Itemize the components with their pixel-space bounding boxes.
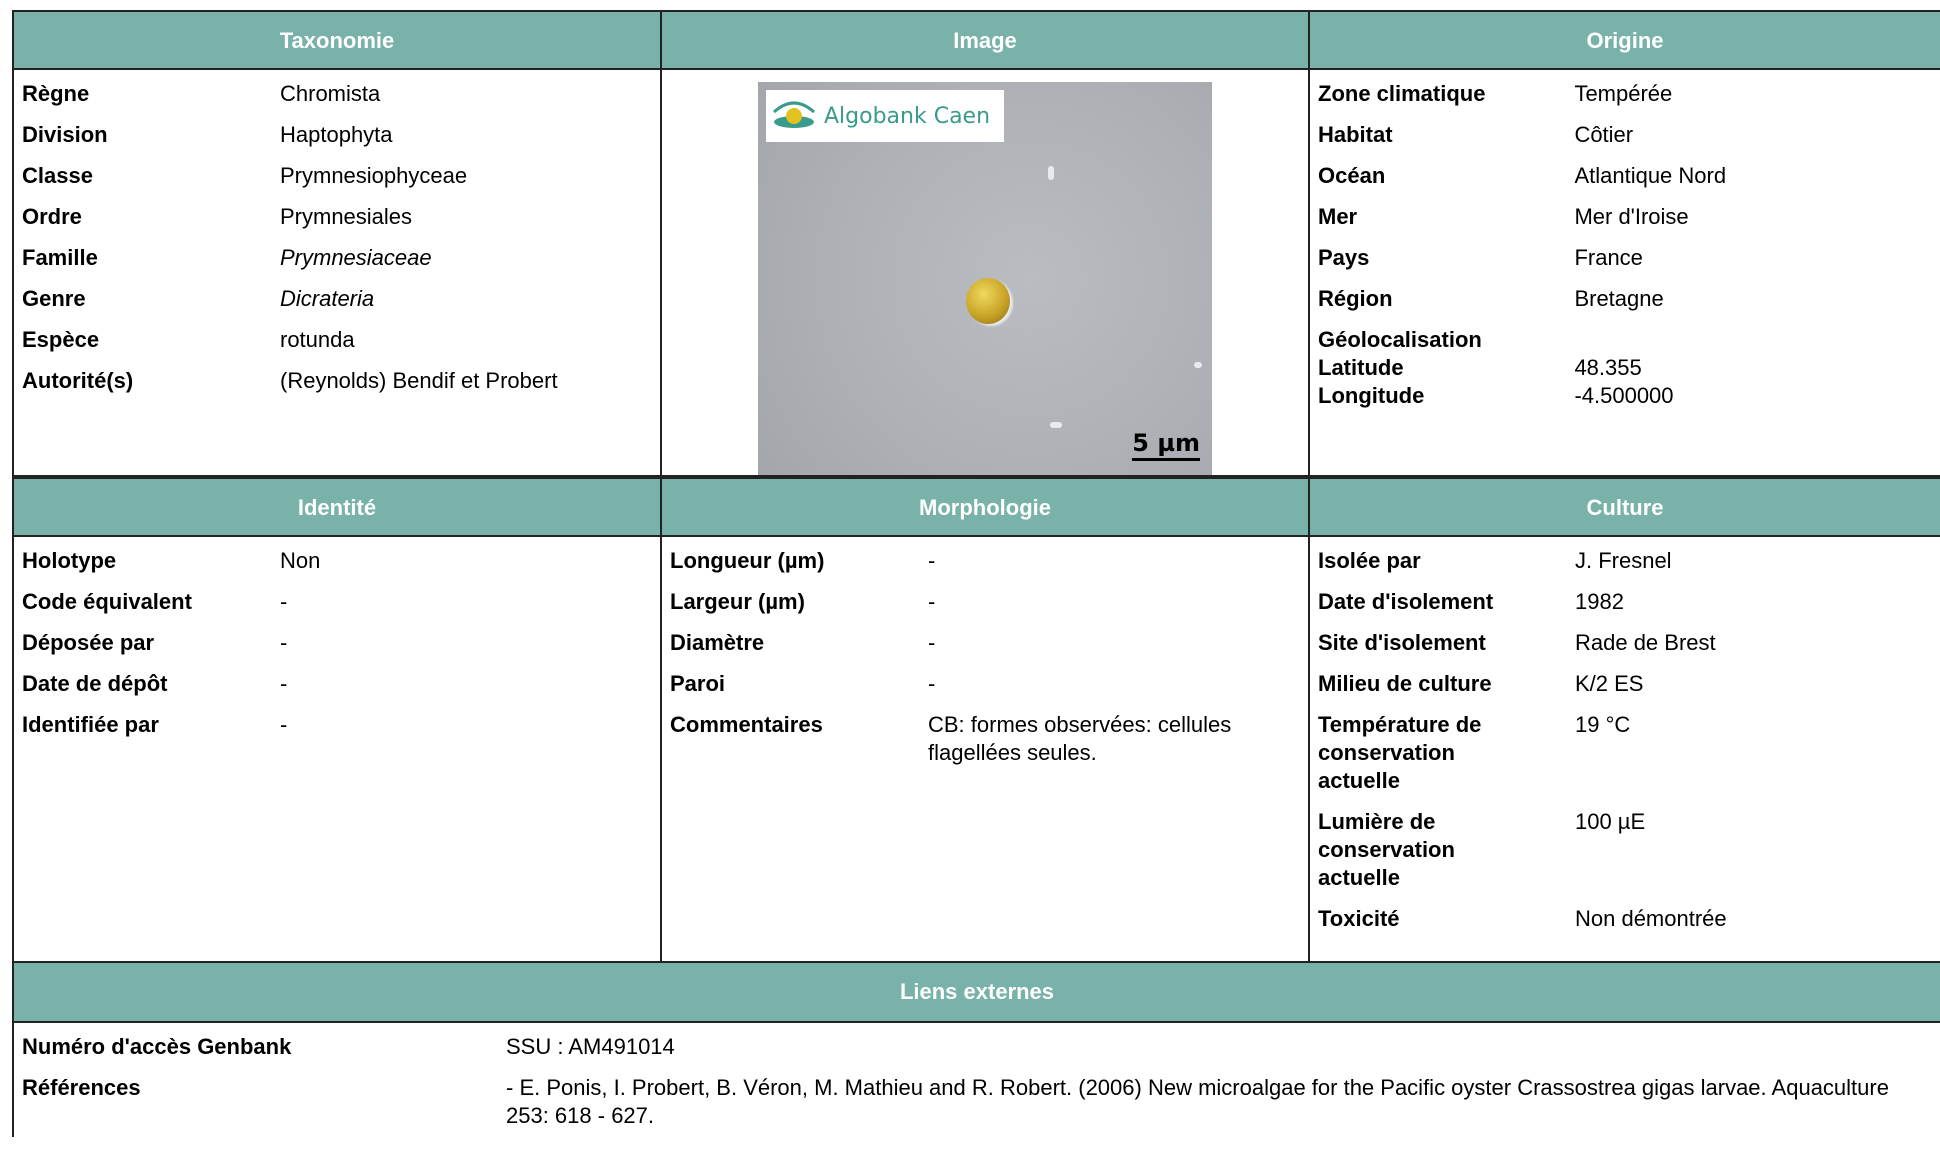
row-value: Mer d'Iroise [1574, 204, 1689, 229]
row-value: - [280, 671, 288, 696]
row-label: Espèce [22, 327, 100, 352]
row-value: Prymnesiophyceae [280, 163, 468, 188]
geolocation-label: Géolocalisation [1318, 327, 1482, 352]
row-label: Genre [22, 286, 86, 311]
panel-image [660, 10, 1308, 477]
row-label: Ordre [22, 204, 82, 229]
row-label: Lumière de conservation actuelle [1318, 809, 1455, 890]
culture-table [1318, 541, 1940, 940]
row-label: Longueur (µm) [670, 548, 825, 573]
row-label: Milieu de culture [1318, 671, 1492, 696]
taxonomie-header: Taxonomie [14, 10, 660, 70]
latitude-label: Latitude [1318, 355, 1404, 380]
row-label: Code équivalent [22, 589, 192, 614]
table-row [22, 664, 650, 705]
table-row [670, 664, 1298, 705]
row-label: Commentaires [670, 712, 823, 737]
row-label: Température de conservation actuelle [1318, 712, 1482, 793]
table-row [22, 1068, 1936, 1137]
table-row [22, 1027, 1936, 1068]
table-row [22, 361, 650, 402]
row-value: Prymnesiaceae [280, 245, 432, 270]
row-value: - [280, 712, 288, 737]
geolocation-values [1574, 320, 1940, 417]
cell [966, 278, 1010, 324]
liens-header: Liens externes [14, 963, 1940, 1023]
logo-text: Algobank Caen [824, 103, 991, 129]
table-row [1318, 582, 1940, 623]
table-row [1318, 664, 1940, 705]
table-row [22, 74, 650, 115]
table-row [22, 156, 650, 197]
row-label: Océan [1318, 163, 1386, 188]
row-value: - [928, 671, 936, 696]
table-row [1318, 899, 1940, 940]
table-row [1318, 705, 1940, 802]
geolocation-row [1318, 320, 1940, 417]
row-label: Paroi [670, 671, 726, 696]
row-label: Numéro d'accès Genbank [22, 1034, 292, 1059]
row-value: Rade de Brest [1574, 630, 1716, 655]
row-value: - [928, 630, 936, 655]
row-label: Holotype [22, 548, 117, 573]
row-label: Identifiée par [22, 712, 159, 737]
row-value: K/2 ES [1574, 671, 1644, 696]
origine-header: Origine [1310, 10, 1940, 70]
origine-table [1318, 74, 1940, 417]
row-label: Division [22, 122, 108, 147]
debris [1194, 362, 1202, 368]
row-value: 1982 [1574, 589, 1624, 614]
longitude-label: Longitude [1318, 383, 1425, 408]
table-row [22, 115, 650, 156]
row-label: Zone climatique [1318, 81, 1486, 106]
longitude-value: -4.500000 [1574, 383, 1674, 408]
row-label: Règne [22, 81, 90, 106]
table-row [22, 623, 650, 664]
table-row [22, 582, 650, 623]
latitude-value: 48.355 [1574, 355, 1642, 380]
table-row [1318, 197, 1940, 238]
panel-origine [1308, 10, 1940, 477]
table-row [1318, 541, 1940, 582]
row-value: - [928, 589, 936, 614]
row-value: Atlantique Nord [1574, 163, 1727, 188]
row-value: Haptophyta [280, 122, 393, 147]
row-value: 100 µE [1574, 809, 1646, 834]
row-value: - [280, 589, 288, 614]
geolocation-labels [1318, 320, 1574, 417]
table-row [22, 238, 650, 279]
row-label: Mer [1318, 204, 1358, 229]
row-value: 19 °C [1574, 712, 1631, 737]
row-value: - [280, 630, 288, 655]
row-value: CB: formes observées: cellules flagellées seules. [928, 712, 1232, 765]
table-row [670, 541, 1298, 582]
culture-header: Culture [1310, 477, 1940, 537]
panel-liens-externes [12, 963, 1940, 1137]
row-top [12, 10, 1940, 477]
table-row [22, 197, 650, 238]
morphologie-table [670, 541, 1298, 774]
row-value: Chromista [280, 81, 381, 106]
table-row [670, 623, 1298, 664]
row-label: Habitat [1318, 122, 1393, 147]
image-header: Image [662, 10, 1308, 70]
row-label: Pays [1318, 245, 1370, 270]
panel-morphologie [660, 477, 1308, 963]
table-row [1318, 279, 1940, 320]
table-row [1318, 74, 1940, 115]
table-row [22, 320, 650, 361]
row-label: Toxicité [1318, 906, 1400, 931]
algobank-logo-icon [770, 98, 818, 134]
identite-table [22, 541, 650, 746]
row-value: Côtier [1574, 122, 1634, 147]
algobank-logo [766, 90, 1004, 142]
table-row [1318, 115, 1940, 156]
table-row [670, 582, 1298, 623]
row-value: J. Fresnel [1574, 548, 1672, 573]
table-row [22, 279, 650, 320]
row-label: Largeur (µm) [670, 589, 805, 614]
row-value: Bretagne [1574, 286, 1664, 311]
row-label: Déposée par [22, 630, 155, 655]
row-label: Classe [22, 163, 93, 188]
table-row [22, 541, 650, 582]
panel-taxonomie [12, 10, 660, 477]
row-value: Tempérée [1574, 81, 1673, 106]
row-label: Références [22, 1075, 141, 1100]
table-row [1318, 156, 1940, 197]
table-row [1318, 623, 1940, 664]
row-value: Non démontrée [1574, 906, 1727, 931]
table-row [1318, 802, 1940, 899]
micrograph [758, 82, 1212, 475]
table-row [1318, 238, 1940, 279]
row-value: rotunda [280, 327, 355, 352]
row-value: Dicrateria [280, 286, 375, 311]
row-value: - [928, 548, 936, 573]
row-label: Diamètre [670, 630, 765, 655]
panel-culture [1308, 477, 1940, 963]
taxonomie-table [22, 74, 650, 402]
row-value: Prymnesiales [280, 204, 413, 229]
debris [1048, 166, 1054, 180]
row-label: Autorité(s) [22, 368, 134, 393]
row-label: Isolée par [1318, 548, 1421, 573]
morphologie-header: Morphologie [662, 477, 1308, 537]
panel-identite [12, 477, 660, 963]
genbank-value: SSU : AM491014 [506, 1034, 675, 1059]
row-label: Date de dépôt [22, 671, 168, 696]
scale-bar: 5 µm [1132, 429, 1200, 457]
liens-table [22, 1027, 1936, 1137]
debris [1050, 422, 1062, 428]
row-label: Date d'isolement [1318, 589, 1494, 614]
row-value: (Reynolds) Bendif et Probert [280, 368, 558, 393]
table-row [670, 705, 1298, 774]
row-value: Non [280, 548, 321, 573]
row-value: France [1574, 245, 1643, 270]
reference-value: - E. Ponis, I. Probert, B. Véron, M. Mathieu and R. Robert. (2006) New microalgae for the Pacific oyster Crassostrea gigas larvae. Aquaculture 253: 618 - 627. [506, 1075, 1889, 1128]
row-middle [12, 477, 1940, 963]
identite-header: Identité [14, 477, 660, 537]
row-label: Famille [22, 245, 98, 270]
strain-sheet [12, 10, 1940, 1137]
table-row [22, 705, 650, 746]
row-label: Site d'isolement [1318, 630, 1486, 655]
row-label: Région [1318, 286, 1393, 311]
